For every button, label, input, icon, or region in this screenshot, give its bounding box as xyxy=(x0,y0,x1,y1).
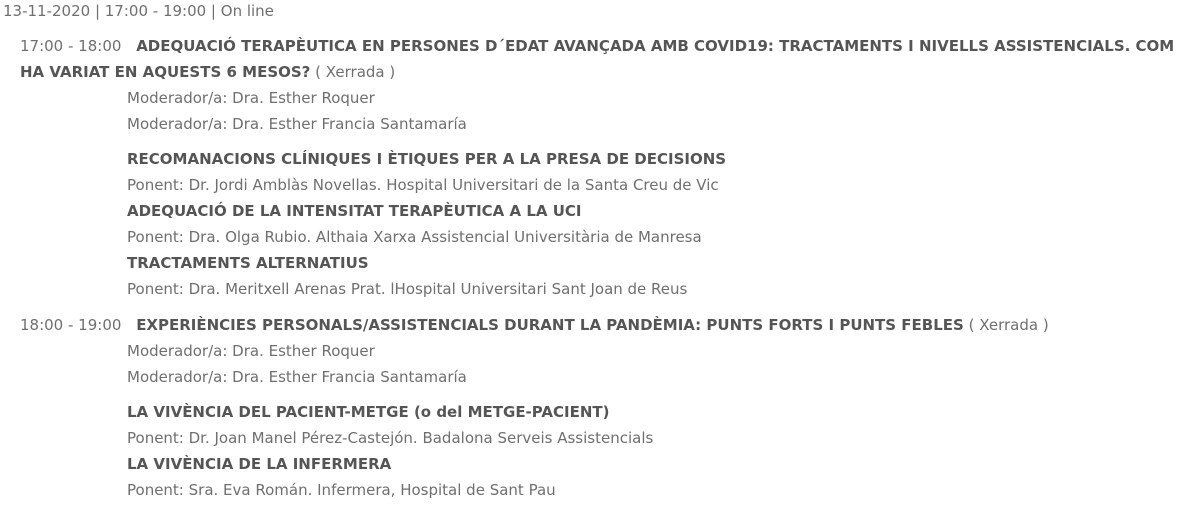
session-details xyxy=(127,85,1185,302)
moderator: Moderador/a: Dra. Esther Francia Santamaría xyxy=(127,115,467,133)
talk-speaker: Ponent: Dr. Jordi Amblàs Novellas. Hospital Universitari de la Santa Creu de Vic xyxy=(127,176,719,194)
talk-title: LA VIVÈNCIA DEL PACIENT-METGE (o del METGE-PACIENT) xyxy=(127,403,610,421)
talk-title: LA VIVÈNCIA DE LA INFERMERA xyxy=(127,455,392,473)
event-date-header: 13-11-2020 | 17:00 - 19:00 | On line xyxy=(3,2,274,20)
session-title-line xyxy=(20,312,1185,338)
talk-speaker: Ponent: Dra. Olga Rubio. Althaia Xarxa Assistencial Universitària de Manresa xyxy=(127,228,702,246)
session-title-line xyxy=(20,33,1185,85)
moderator: Moderador/a: Dra. Esther Roquer xyxy=(127,342,375,360)
session-time: 18:00 - 19:00 xyxy=(20,316,122,334)
talk-title: TRACTAMENTS ALTERNATIUS xyxy=(127,254,369,272)
session-title: EXPERIÈNCIES PERSONALS/ASSISTENCIALS DURANT LA PANDÈMIA: PUNTS FORTS I PUNTS FEBLES xyxy=(136,316,964,334)
session-kind: ( Xerrada ) xyxy=(315,63,396,81)
talk-title: RECOMANACIONS CLÍNIQUES I ÈTIQUES PER A LA PRESA DE DECISIONS xyxy=(127,150,727,168)
talk-speaker: Ponent: Dra. Meritxell Arenas Prat. lHospital Universitari Sant Joan de Reus xyxy=(127,280,688,298)
session-kind: ( Xerrada ) xyxy=(968,316,1049,334)
session-title: ADEQUACIÓ TERAPÈUTICA EN PERSONES D´EDAT AVANÇADA AMB COVID19: TRACTAMENTS I NIVELLS ASSISTENCIALS. COM HA VARIAT EN AQUESTS 6 MESOS? xyxy=(20,37,1175,81)
talk-speaker: Ponent: Sra. Eva Román. Infermera, Hospital de Sant Pau xyxy=(127,481,556,499)
moderator: Moderador/a: Dra. Esther Francia Santamaría xyxy=(127,368,467,386)
session-2 xyxy=(20,312,1185,503)
talk-speaker: Ponent: Dr. Joan Manel Pérez-Castejón. Badalona Serveis Assistencials xyxy=(127,429,654,447)
moderator: Moderador/a: Dra. Esther Roquer xyxy=(127,89,375,107)
session-details xyxy=(127,338,1185,503)
session-time: 17:00 - 18:00 xyxy=(20,37,122,55)
talk-title: ADEQUACIÓ DE LA INTENSITAT TERAPÈUTICA A LA UCI xyxy=(127,202,582,220)
session-1 xyxy=(20,33,1185,302)
